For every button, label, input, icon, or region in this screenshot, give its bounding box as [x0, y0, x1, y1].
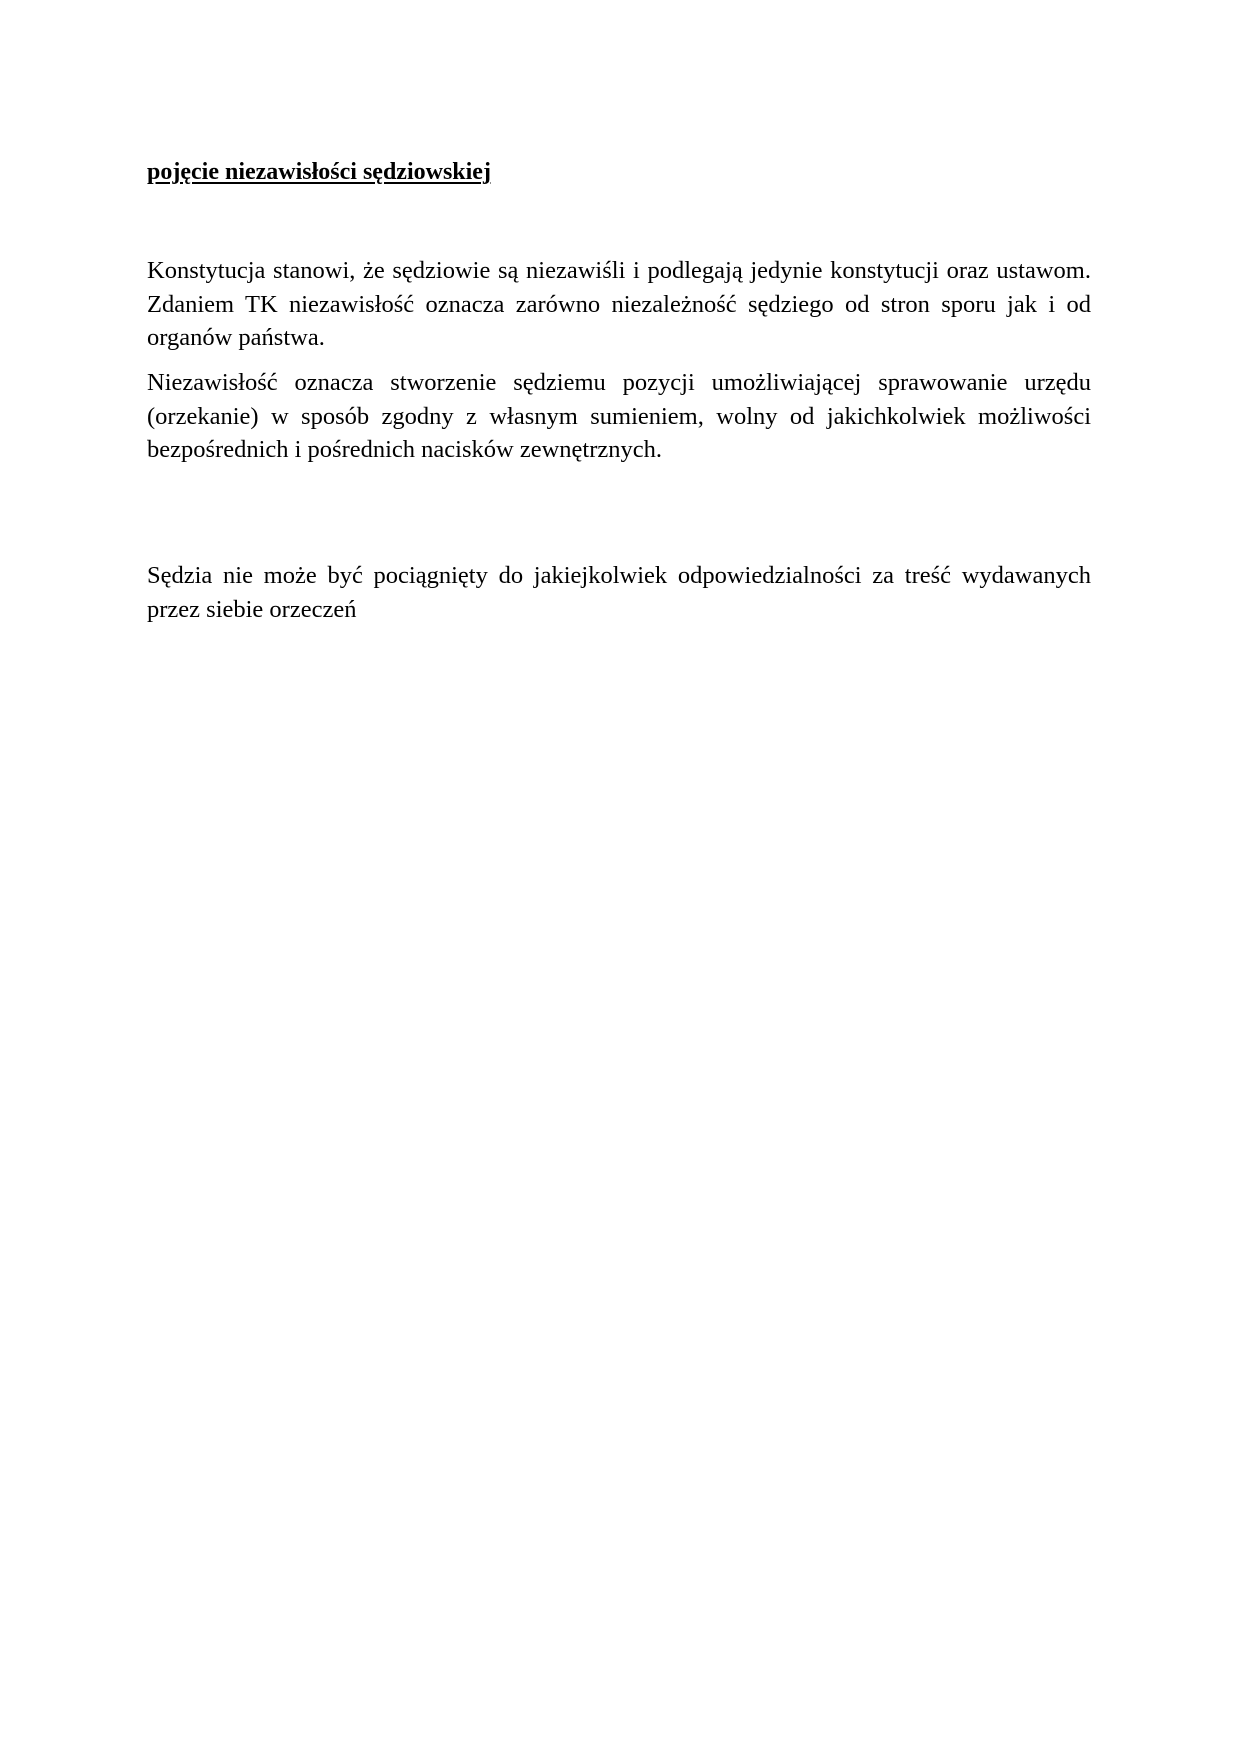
paragraph-independence-definition: Niezawisłość oznacza stworzenie sędziemu pozycji umożliwiającej sprawowanie urzędu (orzekanie) w sposób zgodny z własnym sumieniem, wolny od jakichkolwiek możliwości bezpośrednich i pośrednich nacisków zewnętrznych.: [147, 369, 1091, 463]
paragraph-judge-immunity: Sędzia nie może być pociągnięty do jakiejkolwiek odpowiedzialności za treść wydawanych przez siebie orzeczeń: [147, 562, 1091, 623]
document-title: pojęcie niezawisłości sędziowskiej: [147, 159, 491, 185]
paragraph-constitution: Konstytucja stanowi, że sędziowie są niezawiśli i podlegają jedynie konstytucji oraz ustawom. Zdaniem TK niezawisłość oznacza zarówno niezależność sędziego od stron sporu jak i od organów państwa.: [147, 257, 1091, 351]
